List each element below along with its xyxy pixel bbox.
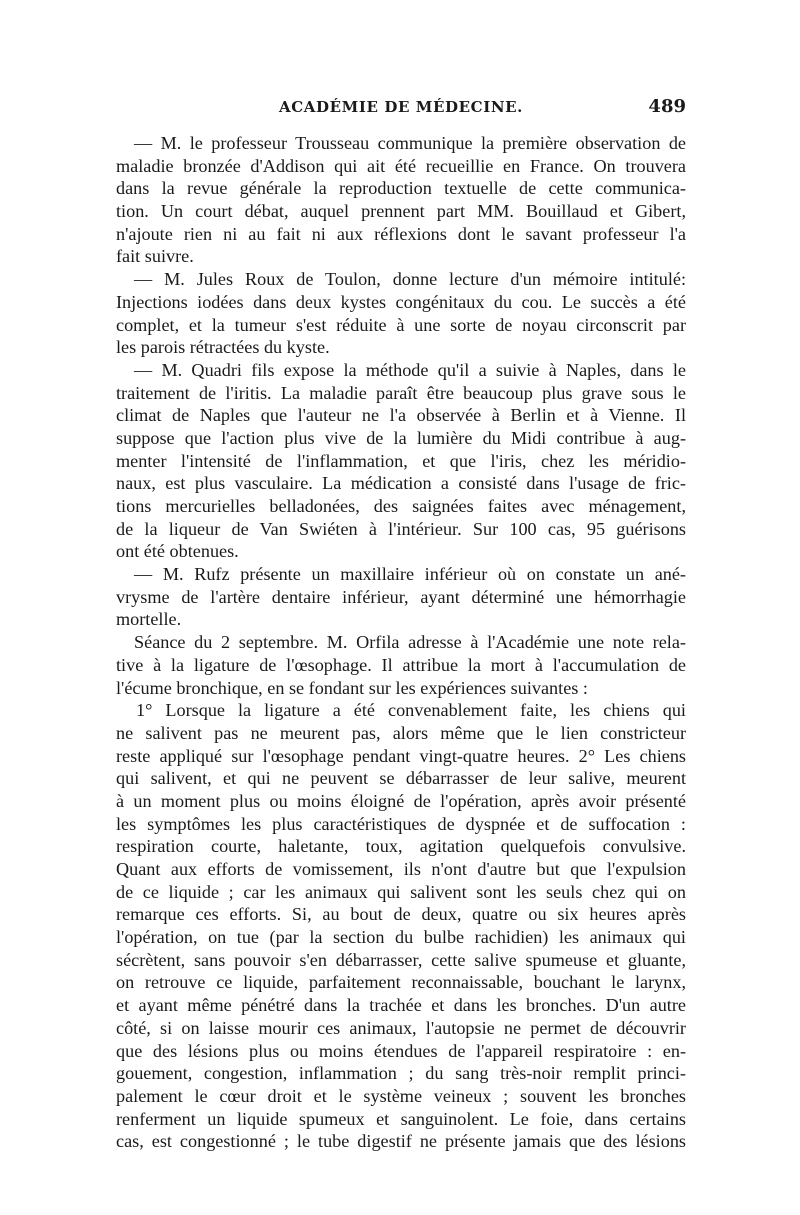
text-line: vrysme de l'artère dentaire inférieur, ayant déterminé une hémorrhagie <box>116 586 686 607</box>
text-line: de ce liquide ; car les animaux qui salivent sont les seuls chez qui on <box>116 881 686 902</box>
text-line: — M. le professeur Trousseau communique la première observation de <box>134 133 686 153</box>
text-line: fait suivre. <box>116 246 194 267</box>
text-line: renferment un liquide spumeux et sanguinolent. Le foie, dans certains <box>116 1108 686 1129</box>
running-title: ACADÉMIE DE MÉDECINE. <box>279 98 523 116</box>
text-line: complet, et la tumeur s'est réduite à une sorte de noyau circonscrit par <box>116 314 686 335</box>
page-header <box>116 98 686 128</box>
text-line: respiration courte, haletante, toux, agitation quelquefois convulsive. <box>116 836 686 857</box>
text-line: ont été obtenues. <box>116 541 239 562</box>
text-line: côté, si on laisse mourir ces animaux, l'autopsie ne permet de découvrir <box>116 1017 686 1038</box>
page-number: 489 <box>648 96 686 117</box>
text-line: naux, est plus vasculaire. La médication a consisté dans l'usage de fric- <box>116 473 686 494</box>
text-line: l'écume bronchique, en se fondant sur les expériences suivantes : <box>116 677 588 698</box>
text-line: menter l'intensité de l'inflammation, et que l'iris, chez les méridio- <box>116 450 686 471</box>
text-line: tion. Un court débat, auquel prennent part MM. Bouillaud et Gibert, <box>116 201 686 222</box>
text-line: traitement de l'iritis. La maladie paraît être beaucoup plus grave sous le <box>116 382 686 403</box>
text-line: gouement, congestion, inflammation ; du sang très-noir remplit princi- <box>116 1063 686 1084</box>
text-line: et ayant même pénétré dans la trachée et dans les bronches. D'un autre <box>116 995 686 1016</box>
text-line: les symptômes les plus caractéristiques de dyspnée et de suffocation : <box>116 813 686 834</box>
text-line: les parois rétractées du kyste. <box>116 337 330 358</box>
text-line: on retrouve ce liquide, parfaitement reconnaissable, bouchant le larynx, <box>116 972 686 993</box>
text-line: remarque ces efforts. Si, au bout de deux, quatre ou six heures après <box>116 904 686 925</box>
text-line: n'ajoute rien ni au fait ni aux réflexions dont le savant professeur l'a <box>116 223 686 244</box>
text-line: à un moment plus ou moins éloigné de l'opération, après avoir présenté <box>116 790 686 811</box>
text-line: ne salivent pas ne meurent pas, alors même que le lien constricteur <box>116 722 686 743</box>
text-line: Séance du 2 septembre. M. Orfila adresse à l'Académie une note rela- <box>134 632 686 653</box>
text-line: qui salivent, et qui ne peuvent se débarrasser de leur salive, meurent <box>116 768 686 789</box>
text-line: tive à la ligature de l'œsophage. Il attribue la mort à l'accumulation de <box>116 654 686 675</box>
text-line: tions mercurielles belladonées, des saignées faites avec ménagement, <box>116 496 686 516</box>
text-line: Quant aux efforts de vomissement, ils n'ont d'autre but que l'expulsion <box>116 859 686 879</box>
text-line: mortelle. <box>116 609 182 630</box>
text-line: — M. Jules Roux de Toulon, donne lecture d'un mémoire intitulé: <box>134 269 686 290</box>
text-line: que des lésions plus ou moins étendues de l'appareil respiratoire : en- <box>116 1040 686 1061</box>
text-line: palement le cœur droit et le système veineux ; souvent les bronches <box>116 1085 686 1106</box>
text-line: — M. Rufz présente un maxillaire inférieur où on constate un ané- <box>134 564 686 585</box>
text-line: suppose que l'action plus vive de la lumière du Midi contribue à aug- <box>116 427 686 448</box>
text-line: 1° Lorsque la ligature a été convenablement faite, les chiens qui <box>136 700 686 721</box>
text-line: cas, est congestionné ; le tube digestif ne présente jamais que des lésions <box>116 1131 686 1152</box>
text-line: climat de Naples que l'auteur ne l'a observée à Berlin et à Vienne. Il <box>116 405 686 426</box>
text-line: reste appliqué sur l'œsophage pendant vingt-quatre heures. 2° Les chiens <box>116 745 686 766</box>
text-line: Injections iodées dans deux kystes congénitaux du cou. Le succès a été <box>116 291 686 312</box>
text-line: maladie bronzée d'Addison qui ait été recueillie en France. On trouvera <box>116 155 686 176</box>
text-line: sécrètent, sans pouvoir s'en débarrasser, cette salive spumeuse et gluante, <box>116 949 686 970</box>
text-line: dans la revue générale la reproduction textuelle de cette communica- <box>116 178 686 199</box>
text-line: — M. Quadri fils expose la méthode qu'il a suivie à Naples, dans le <box>134 359 686 380</box>
text-line: de la liqueur de Van Swiéten à l'intérieur. Sur 100 cas, 95 guérisons <box>116 518 686 539</box>
text-line: l'opération, on tue (par la section du bulbe rachidien) les animaux qui <box>116 927 686 948</box>
body-text <box>116 132 686 1153</box>
